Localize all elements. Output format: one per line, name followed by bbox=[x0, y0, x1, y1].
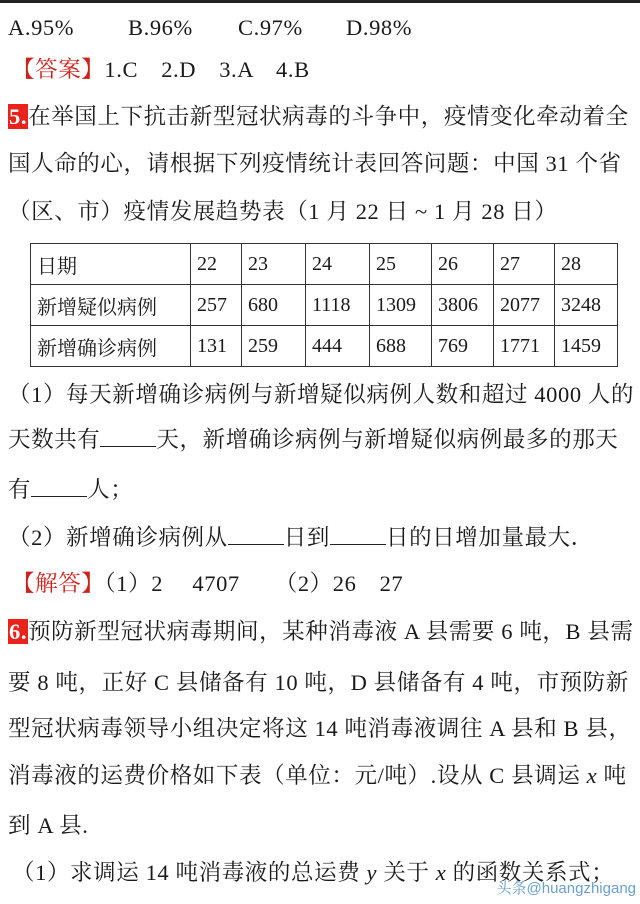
q6-line-2: 要 8 吨，正好 C 县储备有 10 吨，D 县储备有 4 吨，市预防新 bbox=[8, 670, 629, 695]
watermark: 头条@huangzhigang bbox=[496, 880, 636, 897]
text: 日的日增加量最大． bbox=[385, 525, 594, 550]
option-d: D.98% bbox=[346, 15, 413, 40]
top-bar bbox=[0, 0, 640, 3]
q6-line-3: 型冠状病毒领导小组决定将这 14 吨消毒液调往 A 县和 B 县， bbox=[8, 716, 632, 741]
table-cell: 444 bbox=[306, 326, 370, 367]
table-cell: 新增疑似病例 bbox=[31, 285, 191, 326]
q5-line-1 bbox=[8, 102, 629, 132]
option-c: C.97% bbox=[238, 15, 303, 40]
variable-y: y bbox=[366, 860, 378, 885]
text: 人； bbox=[87, 477, 134, 502]
text: 消毒液的运费价格如下表（单位：元/吨）.设从 C 县调运 bbox=[8, 763, 587, 788]
table-cell: 24 bbox=[306, 244, 370, 285]
q5-text: 在举国上下抗击新型冠状病毒的斗争中，疫情变化牵动着全 bbox=[28, 104, 629, 129]
answers: 1.C 2.D 3.A 4.B bbox=[104, 57, 310, 82]
table-cell: 1771 bbox=[494, 326, 555, 367]
epidemic-table bbox=[30, 243, 618, 367]
table-header-row bbox=[31, 244, 618, 285]
q5-line-2: 国人命的心，请根据下列疫情统计表回答问题：中国 31 个省 bbox=[8, 151, 622, 176]
variable-x: x bbox=[435, 860, 447, 885]
table-cell: 688 bbox=[370, 326, 432, 367]
options-line bbox=[8, 13, 412, 43]
table-cell: 27 bbox=[494, 244, 555, 285]
q6-line-4 bbox=[8, 761, 627, 791]
text: 日到 bbox=[283, 525, 330, 550]
solution-label: 【解答】 bbox=[12, 571, 105, 596]
answer-label: 【答案】 bbox=[12, 57, 105, 82]
table-cell: 22 bbox=[191, 244, 242, 285]
text: 关于 bbox=[377, 860, 436, 885]
table-cell: 25 bbox=[370, 244, 432, 285]
answer-blank bbox=[31, 476, 87, 497]
text: 有 bbox=[8, 477, 32, 502]
table-cell: 3806 bbox=[432, 285, 494, 326]
text: （1）求调运 14 吨消毒液的总运费 bbox=[12, 860, 367, 885]
solution-text: （1）2 4707 （2）26 27 bbox=[104, 571, 404, 596]
q6-line-5: 到 A 县. bbox=[8, 813, 89, 838]
table-cell: 新增确诊病例 bbox=[31, 326, 191, 367]
table-row bbox=[31, 326, 618, 367]
text: 的函数关系式； bbox=[446, 860, 615, 885]
table-cell: 日期 bbox=[31, 244, 191, 285]
table-cell: 680 bbox=[242, 285, 306, 326]
q5-part2-line bbox=[8, 523, 594, 553]
text: （2）新增确诊病例从 bbox=[8, 525, 228, 550]
table-cell: 259 bbox=[242, 326, 306, 367]
q5-part1-line-3 bbox=[8, 475, 133, 505]
table-cell: 1118 bbox=[306, 285, 370, 326]
table-cell: 23 bbox=[242, 244, 306, 285]
q6-line-1 bbox=[8, 617, 634, 647]
table-cell: 1459 bbox=[555, 326, 618, 367]
option-a: A.95% bbox=[8, 15, 75, 40]
text: 天数共有 bbox=[8, 427, 101, 452]
table-cell: 257 bbox=[191, 285, 242, 326]
table-cell: 3248 bbox=[555, 285, 618, 326]
table-cell: 769 bbox=[432, 326, 494, 367]
answer-line bbox=[12, 55, 310, 85]
q6-text: 预防新型冠状病毒期间，某种消毒液 A 县需要 6 吨，B 县需 bbox=[28, 619, 634, 644]
answer-blank bbox=[330, 524, 386, 545]
table-cell: 28 bbox=[555, 244, 618, 285]
table-cell: 2077 bbox=[494, 285, 555, 326]
variable-x: x bbox=[586, 763, 598, 788]
question-number: 6. bbox=[9, 619, 28, 644]
text: 吨 bbox=[597, 763, 627, 788]
text: 天，新增确诊病例与新增疑似病例最多的那天 bbox=[156, 427, 619, 452]
answer-blank bbox=[100, 426, 156, 447]
q5-line-3: （区、市）疫情发展趋势表（1 月 22 日 ~ 1 月 28 日） bbox=[8, 199, 558, 224]
answer-blank bbox=[228, 524, 284, 545]
q5-part1-line-2 bbox=[8, 425, 618, 455]
table-row bbox=[31, 285, 618, 326]
table-cell: 26 bbox=[432, 244, 494, 285]
table-cell: 1309 bbox=[370, 285, 432, 326]
q5-part1-line-1: （1）每天新增确诊病例与新增疑似病例人数和超过 4000 人的 bbox=[8, 382, 635, 407]
question-number: 5. bbox=[9, 104, 28, 129]
solution-line bbox=[12, 569, 403, 599]
option-b: B.96% bbox=[128, 15, 193, 40]
table-cell: 131 bbox=[191, 326, 242, 367]
